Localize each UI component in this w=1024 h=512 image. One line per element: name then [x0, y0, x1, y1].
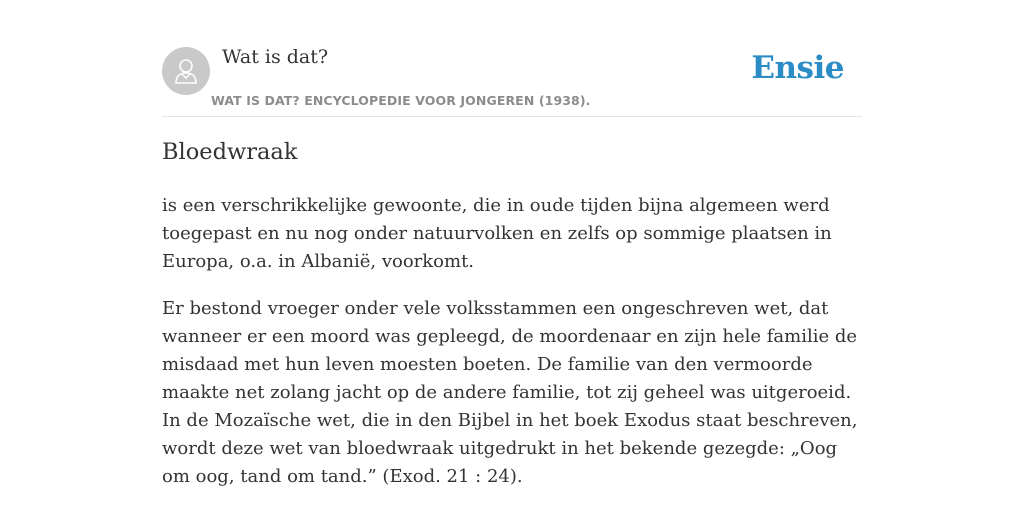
ensie-logo[interactable]: Ensie [751, 50, 844, 86]
entry-body [162, 192, 866, 510]
source-subtitle: WAT IS DAT? ENCYCLOPEDIE VOOR JONGEREN (1938). [211, 93, 591, 108]
source-header [162, 40, 862, 117]
entry-title: Bloedwraak [162, 139, 298, 165]
avatar[interactable] [162, 47, 210, 95]
user-icon [171, 56, 201, 86]
entry-paragraph: Er bestond vroeger onder vele volksstammen een ongeschreven wet, dat wanneer er een moord was gepleegd, de moordenaar en zijn hele familie de misdaad met hun leven moesten boeten. De familie van den vermoorde maakte net zolang jacht op de andere familie, tot zij geheel was uitgeroeid. In de Mozaïsche wet, die in den Bijbel in het boek Exodus staat beschreven, wordt deze wet van bloedwraak uitgedrukt in het bekende gezegde: „Oog om oog, tand om tand.” (Exod. 21 : 24). [162, 298, 858, 487]
source-title[interactable]: Wat is dat? [222, 46, 329, 68]
entry-paragraph: is een verschrikkelijke gewoonte, die in oude tijden bijna algemeen werd toegepast en nu nog onder natuurvolken en zelfs op sommige plaatsen in Europa, o.a. in Albanië, voorkomt. [162, 195, 832, 272]
